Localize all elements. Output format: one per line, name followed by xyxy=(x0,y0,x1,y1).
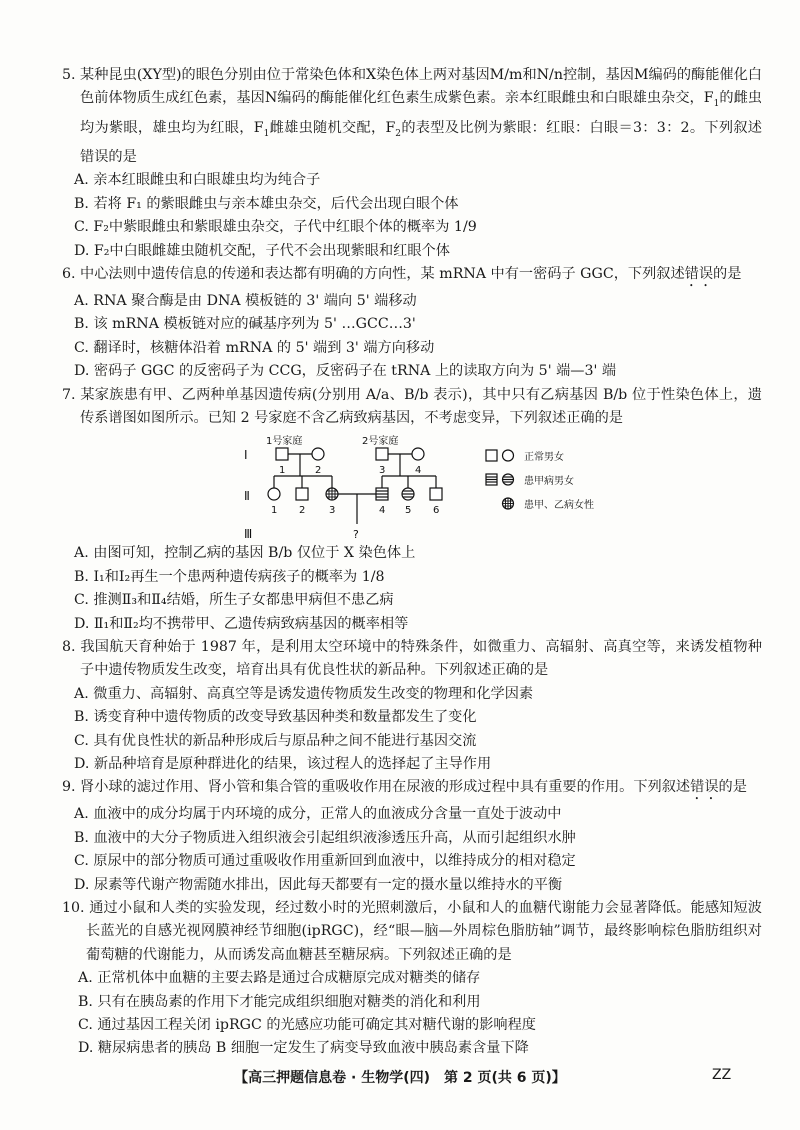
I-3-normal-male xyxy=(376,448,388,460)
generation-II-label: Ⅱ xyxy=(244,489,250,504)
question-5-stem: 5. 某种昆虫(XY型)的眼色分别由位于常染色体和X染色体上两对基因M/m和N/n控制，基因M编码的酶能催化白色前体物质生成红色素，基因N编码的酶能催化红色素生成紫色素。亲本红眼雌虫和白眼雄虫杂交，$F_1$的雌虫均为紫眼，雄虫均为红眼，$F_1$雌雄虫随机交配，$F_2$的表型及比例为紫眼：红眼：白眼＝3：3：2。下列叙述错误的是 xyxy=(62,67,762,165)
question-8 xyxy=(62,636,762,776)
pedigree-svg xyxy=(62,432,762,538)
question-7-option-b: B. Ⅰ₁和Ⅰ₂再生一个患两种遗传病孩子的概率为 1/8 xyxy=(74,568,385,585)
legend-disease-a-label: 患甲病男女 xyxy=(524,476,574,488)
question-5-option-a: A. 亲本红眼雌虫和白眼雄虫均为纯合子 xyxy=(74,172,321,189)
I-1-number: 1 xyxy=(279,465,286,477)
question-8-option-b: B. 诱变育种中遗传物质的改变导致基因种类和数量都发生了变化 xyxy=(74,709,477,726)
I-4-normal-female xyxy=(412,448,424,460)
I-1-normal-male xyxy=(276,448,288,460)
question-9-option-c: C. 原尿中的部分物质可通过重吸收作用重新回到血液中，以维持成分的相对稳定 xyxy=(74,853,576,870)
question-6-option-a: A. RNA 聚合酶是由 DNA 模板链的 3' 端向 5' 端移动 xyxy=(74,292,417,309)
question-6-option-c: C. 翻译时，核糖体沿着 mRNA 的 5' 端到 3' 端方向移动 xyxy=(74,339,435,356)
I-2-normal-female xyxy=(312,448,324,460)
question-10-stem: 10. 通过小鼠和人类的实验发现，经过数小时的光照刺激后，小鼠和人的血糖代谢能力会显著降低。能感知短波长蓝光的自感光视网膜神经节细胞(ipRGC)，经“眼—脑—外周棕色脂肪轴”调节，最终影响棕色脂肪组织对葡萄糖的代谢能力，从而诱发高血糖甚至糖尿病。下列叙述正确的是 xyxy=(62,900,762,963)
II-6-number: 6 xyxy=(433,505,440,517)
question-7 xyxy=(62,384,762,636)
question-7-option-a: A. 由图可知，控制乙病的基因 B/b 仅位于 X 染色体上 xyxy=(74,545,416,562)
exam-page xyxy=(62,64,762,1061)
II-4-number: 4 xyxy=(379,505,386,517)
paper-code: ZZ xyxy=(712,1067,732,1083)
II-3-number: 3 xyxy=(329,505,336,517)
legend-both-diseases-label: 患甲、乙病女性 xyxy=(524,500,594,512)
I-2-number: 2 xyxy=(315,465,322,477)
question-6-option-b: B. 该 mRNA 模板链对应的碱基序列为 5' …GCC…3' xyxy=(74,316,416,333)
question-5-option-b: B. 若将 F₁ 的紫眼雌虫与亲本雄虫杂交，后代会出现白眼个体 xyxy=(74,195,459,212)
question-8-stem: 8. 我国航天育种始于 1987 年，是利用太空环境中的特殊条件，如微重力、高辐射、高真空等，来诱发植物种子中遗传物质发生改变，培育出具有优良性状的新品种。下列叙述正确的是 xyxy=(62,638,762,679)
question-8-option-a: A. 微重力、高辐射、高真空等是诱发遗传物质发生改变的物理和化学因素 xyxy=(74,685,534,702)
question-6 xyxy=(62,263,762,384)
II-1-normal-female xyxy=(268,488,280,500)
legend-normal-label: 正常男女 xyxy=(524,452,564,464)
question-8-option-d: D. 新品种培育是原种群进化的结果，该过程人的选择起了主导作用 xyxy=(74,756,492,772)
question-9-option-d: D. 尿素等代谢产物需随水排出，因此每天都要有一定的摄水量以维持水的平衡 xyxy=(74,876,563,893)
II-6-normal-male xyxy=(430,488,442,500)
legend-normal-female-icon xyxy=(503,450,514,461)
question-9 xyxy=(62,776,762,897)
question-7-stem: 7. 某家族患有甲、乙两种单基因遗传病(分别用 A/a、B/b 表示)，其中只有乙病基因 B/b 位于性染色体上，遗传系谱图如图所示。已知 2 号家庭不含乙病致病基因，不考虑变异，下列叙述正确的是 xyxy=(62,386,762,426)
II-5-number: 5 xyxy=(405,505,412,517)
question-10-option-a: A. 正常机体中血糖的主要去路是通过合成糖原完成对糖类的储存 xyxy=(78,970,481,987)
generation-I-label: Ⅰ xyxy=(244,448,248,463)
question-10-option-c: C. 通过基因工程关闭 ipRGC 的光感应功能可确定其对糖代谢的影响程度 xyxy=(78,1017,536,1034)
II-2-number: 2 xyxy=(299,505,306,517)
question-7-option-c: C. 推测Ⅱ₃和Ⅱ₄结婚，所生子女都患甲病但不患乙病 xyxy=(74,592,394,609)
family-1-label: 1号家庭 xyxy=(266,436,303,448)
question-5-option-c: C. F₂中紫眼雌虫和紫眼雄虫杂交，子代中红眼个体的概率为 1/9 xyxy=(74,219,477,236)
II-1-number: 1 xyxy=(271,505,278,517)
generation-III-label: Ⅲ xyxy=(244,527,253,539)
question-9-option-b: B. 血液中的大分子物质进入组织液会引起组织液渗透压升高，从而引起组织水肿 xyxy=(74,829,576,846)
page-footer: 【高三押题信息卷 · 生物学(四) 第 2 页(共 6 页)】 xyxy=(234,1070,566,1086)
question-9-stem: 9. 肾小球的滤过作用、肾小管和集合管的重吸收作用在尿液的形成过程中具有重要的作用。下列叙述错误的是 xyxy=(62,779,747,796)
I-3-number: 3 xyxy=(379,465,386,477)
question-5 xyxy=(62,64,762,263)
question-5-option-d: D. F₂中白眼雌雄虫随机交配，子代不会出现紫眼和红眼个体 xyxy=(74,242,450,259)
question-7-option-d: D. Ⅱ₁和Ⅱ₂均不携带甲、乙遗传病致病基因的概率相等 xyxy=(74,615,409,632)
question-10-option-b: B. 只有在胰岛素的作用下才能完成组织细胞对糖类的消化和利用 xyxy=(78,993,481,1010)
III-unknown-child: ? xyxy=(353,528,359,539)
II-2-normal-male xyxy=(296,488,308,500)
question-10-option-d: D. 糖尿病患者的胰岛 B 细胞一定发生了病变导致血液中胰岛素含量下降 xyxy=(78,1040,529,1057)
family-2-label: 2号家庭 xyxy=(362,436,399,448)
question-6-option-d: D. 密码子 GGC 的反密码子为 CCG，反密码子在 tRNA 上的读取方向为 5' 端—3' 端 xyxy=(74,363,617,380)
I-4-number: 4 xyxy=(415,465,422,477)
pedigree-chart xyxy=(62,432,762,538)
question-8-option-c: C. 具有优良性状的新品种形成后与原品种之间不能进行基因交流 xyxy=(74,732,477,749)
question-10 xyxy=(62,897,762,1061)
legend-normal-male-icon xyxy=(486,450,497,461)
question-6-stem: 6. 中心法则中遗传信息的传递和表达都有明确的方向性，某 mRNA 中有一密码子 GGC，下列叙述错误的是 xyxy=(62,265,742,282)
question-9-option-a: A. 血液中的成分均属于内环境的成分，正常人的血液成分含量一直处于波动中 xyxy=(74,806,562,823)
